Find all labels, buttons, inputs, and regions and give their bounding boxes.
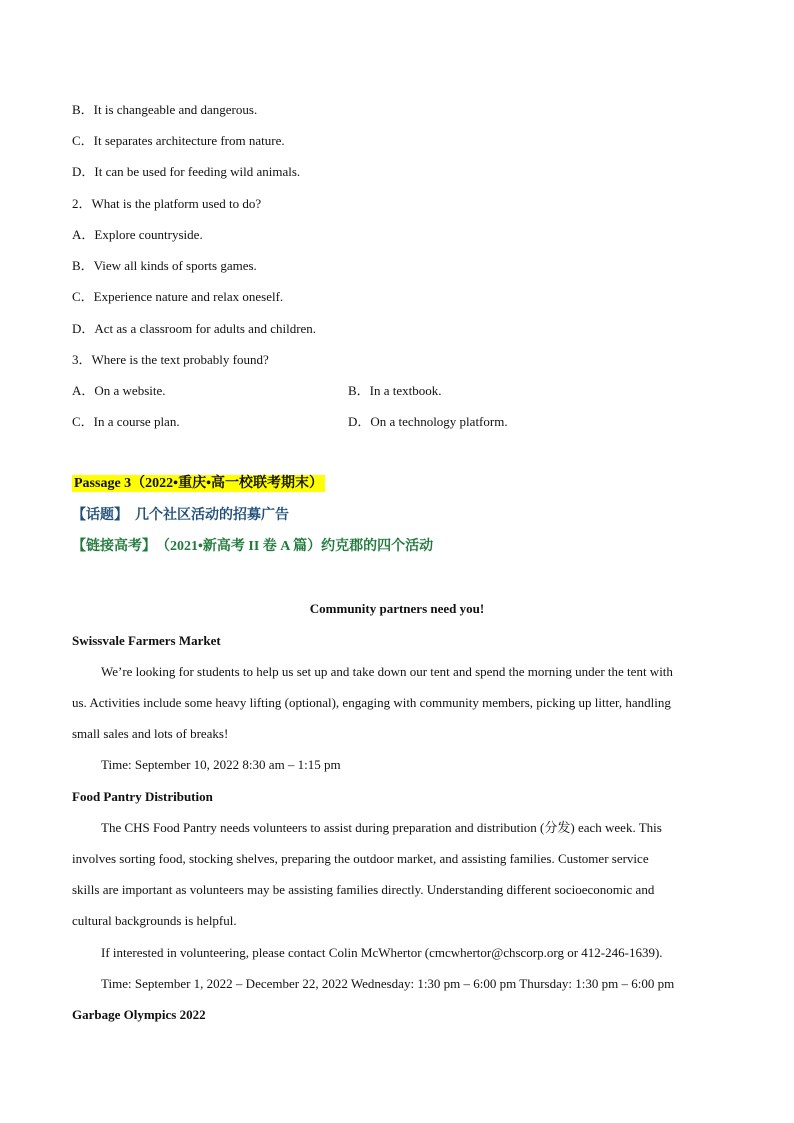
q3-options-row1 <box>72 383 442 399</box>
link-line: 【链接高考】 （2021•新高考 II 卷 A 篇）约克郡的四个活动 <box>72 539 434 554</box>
q3-stem: 3．Where is the text probably found? <box>72 352 269 367</box>
q2-option-c: C．Experience nature and relax oneself. <box>72 289 284 304</box>
passage-heading <box>72 475 325 492</box>
q1-option-d: D．It can be used for feeding wild animals. <box>72 164 301 179</box>
passage-tag: Passage 3（2022•重庆•高一校联考期末） <box>74 476 323 491</box>
farmers-paragraph-line: small sales and lots of breaks! <box>72 726 229 741</box>
q1-option-b: B．It is changeable and dangerous. <box>72 102 258 117</box>
pantry-paragraph-line: skills are important as volunteers may be assisting families directly. Understanding different socioeconomic and <box>72 882 655 897</box>
pantry-contact: If interested in volunteering, please contact Colin McWhertor (cmcwhertor@chscorp.org or 412-246-1639). <box>101 945 663 960</box>
q2-option-d: D．Act as a classroom for adults and children. <box>72 321 317 336</box>
q2-option-b: B．View all kinds of sports games. <box>72 258 257 273</box>
section-heading-pantry: Food Pantry Distribution <box>72 789 213 804</box>
pantry-paragraph-line: cultural backgrounds is helpful. <box>72 913 237 928</box>
q1-option-c: C．It separates architecture from nature. <box>72 133 285 148</box>
q3-option-a: A．On a website. <box>72 383 166 398</box>
q3-options-row2 <box>72 414 508 430</box>
pantry-paragraph-line: involves sorting food, stocking shelves, preparing the outdoor market, and assisting families. Customer service <box>72 851 649 866</box>
section-heading-farmers: Swissvale Farmers Market <box>72 633 221 648</box>
q3-option-d: D．On a technology platform. <box>348 414 508 429</box>
farmers-paragraph-line: us. Activities include some heavy lifting (optional), engaging with community members, picking up litter, handling <box>72 695 671 710</box>
farmers-time: Time: September 10, 2022 8:30 am – 1:15 pm <box>101 757 341 772</box>
q3-option-c: C．In a course plan. <box>72 414 180 429</box>
farmers-paragraph-line: We’re looking for students to help us set up and take down our tent and spend the morning under the tent with <box>101 664 673 679</box>
section-heading-garbage: Garbage Olympics 2022 <box>72 1007 206 1022</box>
q3-option-b: B．In a textbook. <box>348 383 442 398</box>
pantry-paragraph-line: The CHS Food Pantry needs volunteers to assist during preparation and distribution (分发) each week. This <box>101 820 662 835</box>
pantry-time: Time: September 1, 2022 – December 22, 2022 Wednesday: 1:30 pm – 6:00 pm Thursday: 1:30 pm – 6:00 pm <box>101 976 675 991</box>
q2-stem: 2．What is the platform used to do? <box>72 196 262 211</box>
topic-line: 【话题】 几个社区活动的招募广告 <box>72 508 289 523</box>
q2-option-a: A．Explore countryside. <box>72 227 203 242</box>
passage-title: Community partners need you! <box>309 601 485 616</box>
